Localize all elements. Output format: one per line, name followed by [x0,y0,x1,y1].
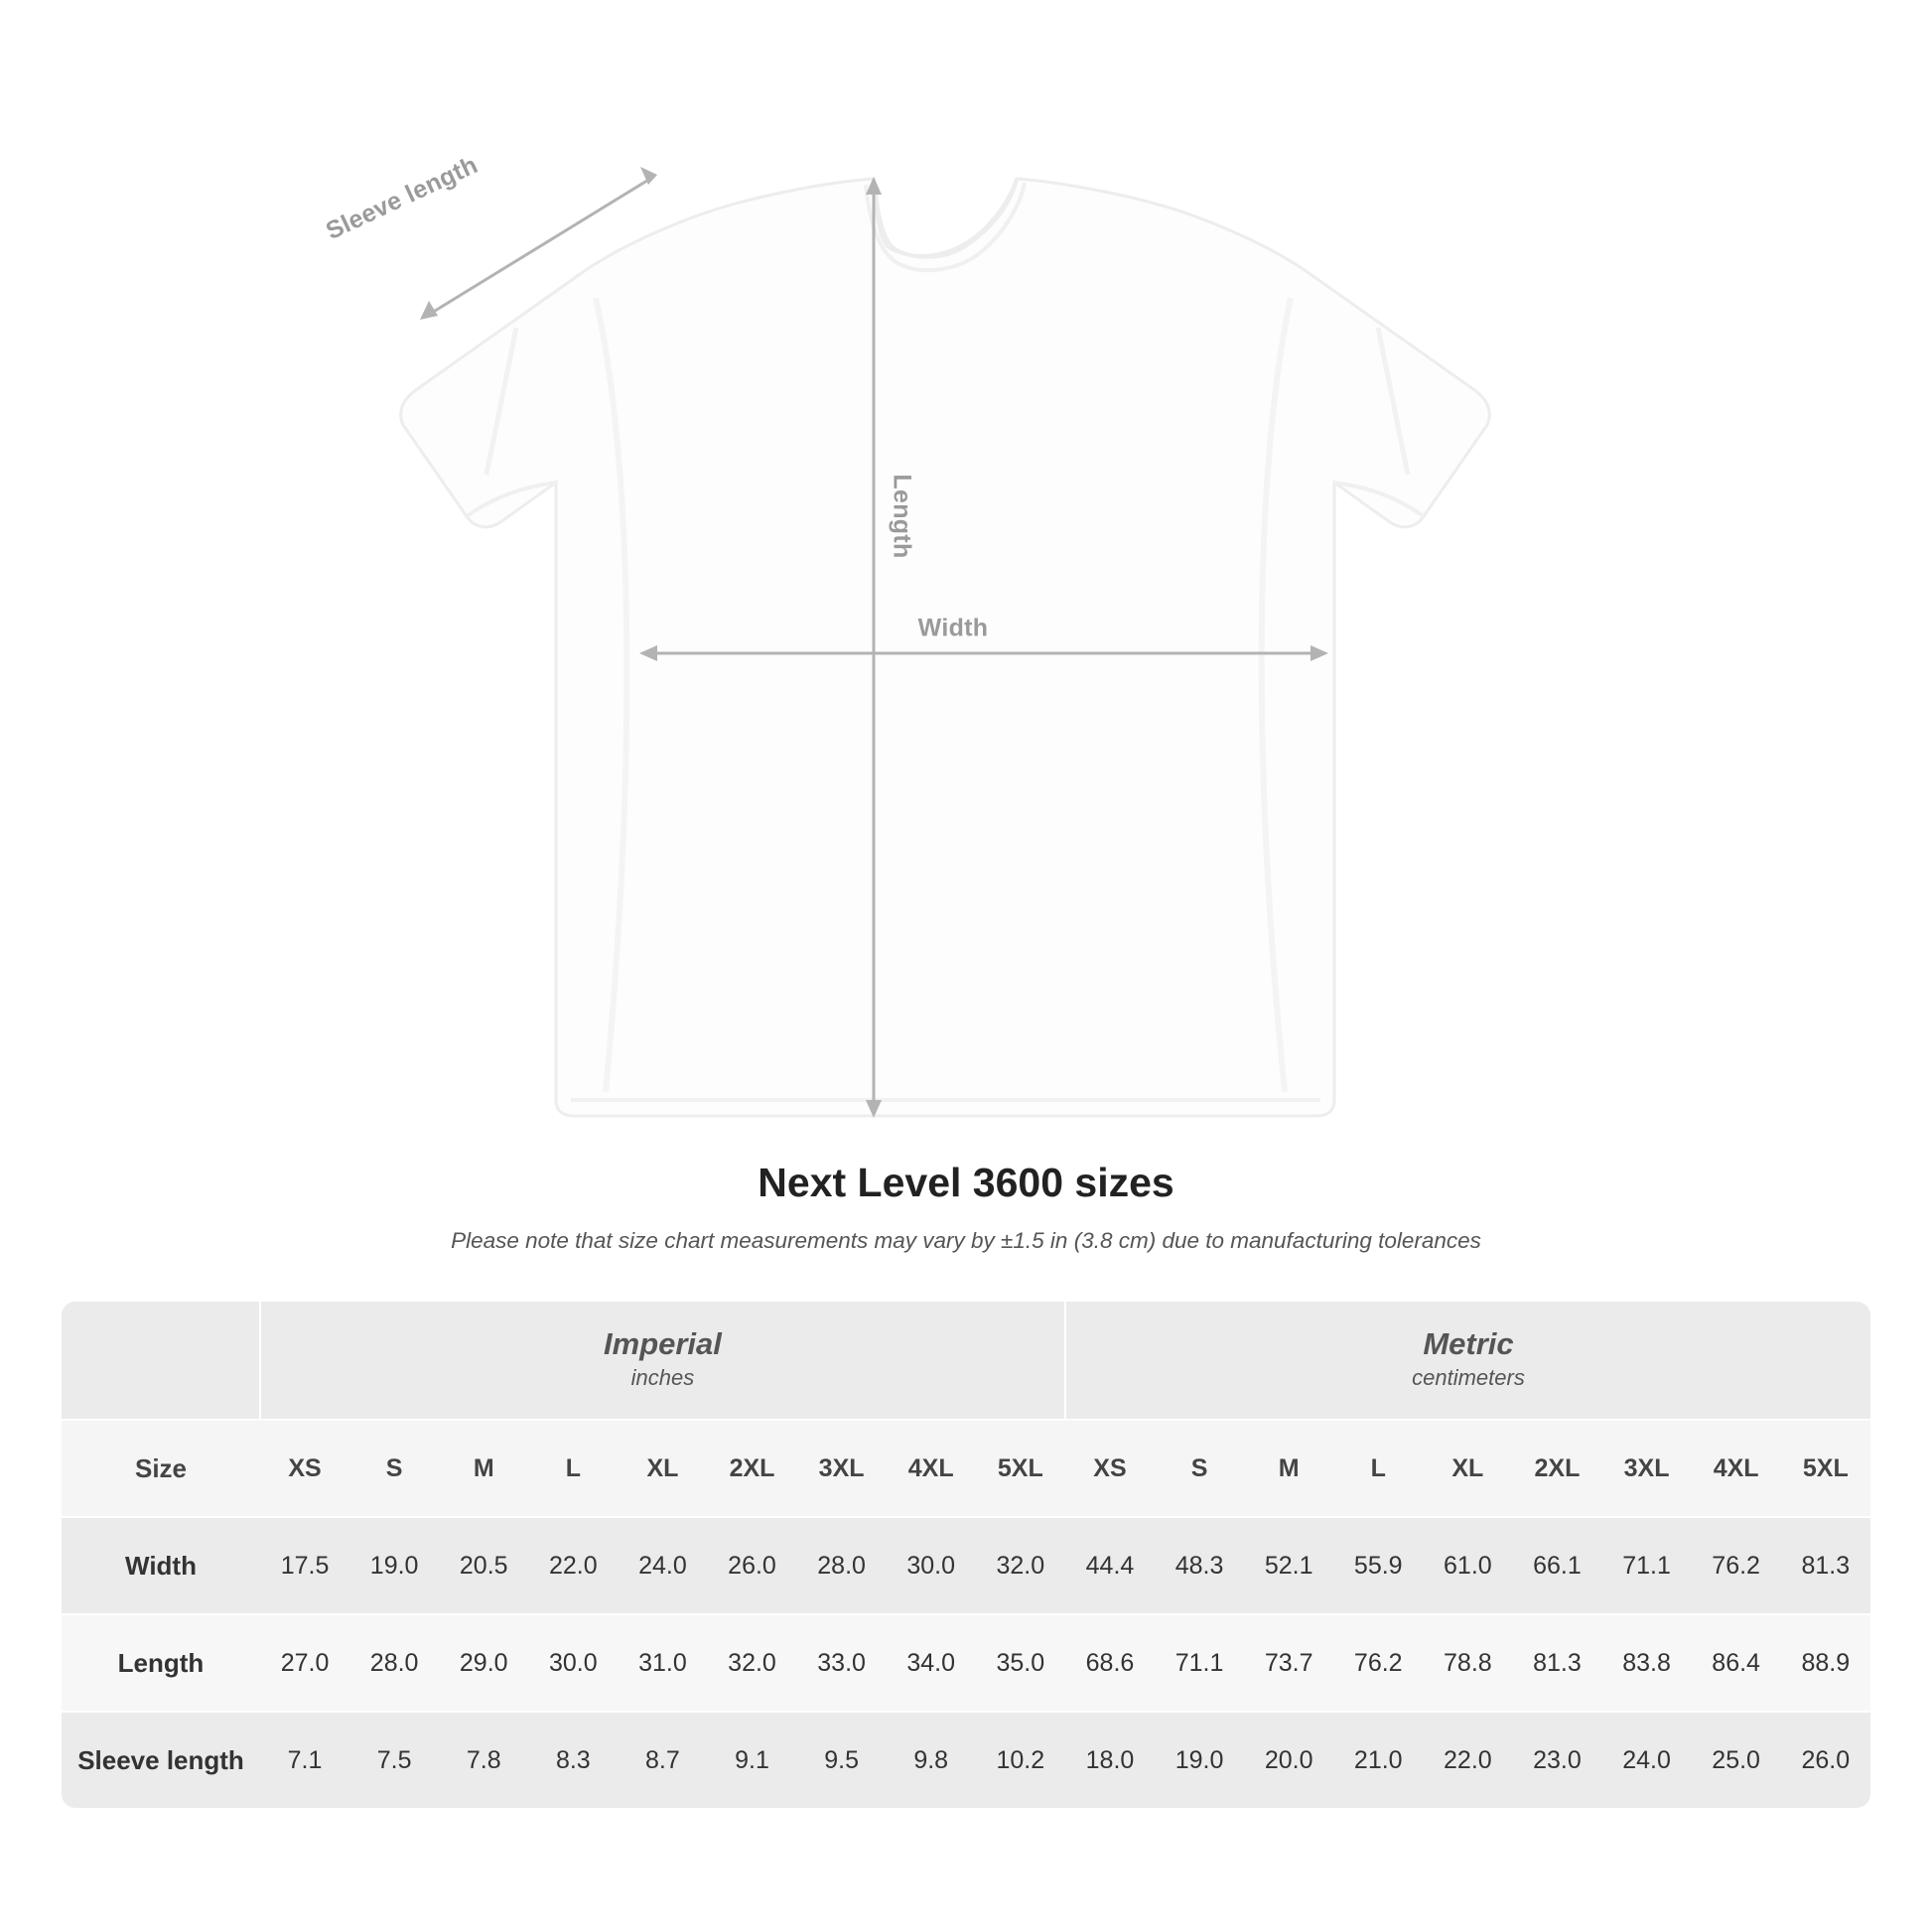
length-metric-2xl: 81.3 [1512,1614,1601,1712]
sleeve-metric-xl: 22.0 [1423,1712,1512,1808]
length-imperial-xl: 31.0 [618,1614,707,1712]
size-table-container [62,1302,1870,1808]
size-header-row [62,1420,1870,1517]
unit-row-spacer [62,1302,260,1420]
length-imperial-5xl: 35.0 [976,1614,1065,1712]
length-imperial-m: 29.0 [439,1614,528,1712]
size-header-imperial-xl: XL [618,1420,707,1517]
width-imperial-m: 20.5 [439,1517,528,1614]
width-metric-xl: 61.0 [1423,1517,1512,1614]
table-row [62,1614,1870,1712]
sleeve-imperial-l: 8.3 [528,1712,618,1808]
size-header-imperial-xs: XS [260,1420,349,1517]
sleeve-imperial-5xl: 10.2 [976,1712,1065,1808]
length-imperial-l: 30.0 [528,1614,618,1712]
length-metric-l: 76.2 [1333,1614,1423,1712]
sleeve-metric-m: 20.0 [1244,1712,1333,1808]
width-metric-xs: 44.4 [1065,1517,1155,1614]
metric-unit-name: Metric [1423,1325,1514,1361]
width-metric-m: 52.1 [1244,1517,1333,1614]
length-imperial-4xl: 34.0 [887,1614,976,1712]
length-imperial-2xl: 32.0 [707,1614,796,1712]
size-label-cell: Size [62,1420,260,1517]
length-metric-s: 71.1 [1155,1614,1244,1712]
width-metric-s: 48.3 [1155,1517,1244,1614]
size-header-metric-s: S [1155,1420,1244,1517]
width-imperial-3xl: 28.0 [797,1517,887,1614]
size-header-imperial-s: S [349,1420,439,1517]
width-metric-5xl: 81.3 [1781,1517,1870,1614]
length-metric-3xl: 83.8 [1602,1614,1692,1712]
metric-unit-header [1065,1302,1870,1420]
table-row [62,1517,1870,1614]
size-header-imperial-l: L [528,1420,618,1517]
size-header-metric-4xl: 4XL [1692,1420,1781,1517]
width-metric-l: 55.9 [1333,1517,1423,1614]
row-label-width: Width [62,1517,260,1614]
length-imperial-s: 28.0 [349,1614,439,1712]
size-header-metric-xs: XS [1065,1420,1155,1517]
width-imperial-l: 22.0 [528,1517,618,1614]
size-table [62,1302,1870,1808]
sleeve-length-dimension-label: Sleeve length [322,150,483,246]
table-row [62,1712,1870,1808]
size-header-imperial-3xl: 3XL [797,1420,887,1517]
width-dimension-label: Width [917,614,989,642]
width-imperial-xl: 24.0 [618,1517,707,1614]
size-header-imperial-m: M [439,1420,528,1517]
imperial-unit-name: Imperial [604,1325,722,1361]
length-metric-4xl: 86.4 [1692,1614,1781,1712]
sleeve-metric-2xl: 23.0 [1512,1712,1601,1808]
sleeve-metric-l: 21.0 [1333,1712,1423,1808]
length-imperial-3xl: 33.0 [797,1614,887,1712]
size-header-imperial-4xl: 4XL [887,1420,976,1517]
size-header-metric-m: M [1244,1420,1333,1517]
width-imperial-s: 19.0 [349,1517,439,1614]
width-imperial-2xl: 26.0 [707,1517,796,1614]
size-header-metric-l: L [1333,1420,1423,1517]
size-header-metric-3xl: 3XL [1602,1420,1692,1517]
sleeve-imperial-2xl: 9.1 [707,1712,796,1808]
size-header-imperial-2xl: 2XL [707,1420,796,1517]
length-metric-5xl: 88.9 [1781,1614,1870,1712]
width-imperial-4xl: 30.0 [887,1517,976,1614]
length-dimension-label: Length [888,474,916,559]
imperial-unit-sub: inches [630,1365,695,1391]
size-header-imperial-5xl: 5XL [976,1420,1065,1517]
imperial-unit-header [260,1302,1065,1420]
sleeve-imperial-xl: 8.7 [618,1712,707,1808]
unit-header-row [62,1302,1870,1420]
sleeve-imperial-3xl: 9.5 [797,1712,887,1808]
size-header-metric-5xl: 5XL [1781,1420,1870,1517]
row-label-length: Length [62,1614,260,1712]
width-metric-4xl: 76.2 [1692,1517,1781,1614]
sleeve-metric-s: 19.0 [1155,1712,1244,1808]
tolerance-note: Please note that size chart measurements may vary by ±1.5 in (3.8 cm) due to manufacturing tolerances [451,1228,1481,1253]
width-imperial-5xl: 32.0 [976,1517,1065,1614]
sleeve-metric-3xl: 24.0 [1602,1712,1692,1808]
width-imperial-xs: 17.5 [260,1517,349,1614]
sleeve-imperial-4xl: 9.8 [887,1712,976,1808]
width-metric-2xl: 66.1 [1512,1517,1601,1614]
sleeve-metric-4xl: 25.0 [1692,1712,1781,1808]
length-imperial-xs: 27.0 [260,1614,349,1712]
sleeve-metric-5xl: 26.0 [1781,1712,1870,1808]
size-header-metric-xl: XL [1423,1420,1512,1517]
row-label-sleeve-length: Sleeve length [62,1712,260,1808]
size-header-metric-2xl: 2XL [1512,1420,1601,1517]
length-metric-m: 73.7 [1244,1614,1333,1712]
length-metric-xs: 68.6 [1065,1614,1155,1712]
sleeve-imperial-s: 7.5 [349,1712,439,1808]
metric-unit-sub: centimeters [1412,1365,1525,1391]
length-metric-xl: 78.8 [1423,1614,1512,1712]
page-title: Next Level 3600 sizes [758,1160,1174,1205]
sleeve-imperial-xs: 7.1 [260,1712,349,1808]
sleeve-imperial-m: 7.8 [439,1712,528,1808]
tshirt-shape [401,179,1490,1116]
width-metric-3xl: 71.1 [1602,1517,1692,1614]
sleeve-metric-xs: 18.0 [1065,1712,1155,1808]
